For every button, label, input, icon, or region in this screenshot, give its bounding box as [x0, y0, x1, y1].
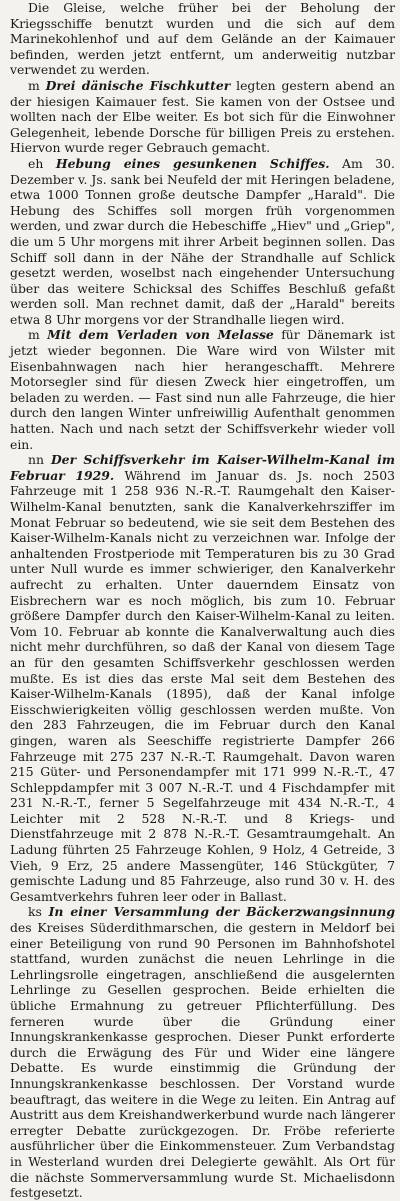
- article-body: für Dänemark ist jetzt wieder begonnen. Die Ware wird von Wilster mit Eisenbahnwagen nach hier herangeschafft. Mehrere Motorsegler sind für diesen Zweck hier eingetroffen, um beladen zu werden. — Fast sind nun alle Fahrzeuge, die hier durch den langen Winter unfreiwillig Aufenthalt genommen hatten. Nach und nach setzt der Schiffsverkehr wieder voll ein.: [10, 327, 395, 452]
- article-mark: m: [28, 77, 40, 93]
- article-headline: Hebung eines gesunkenen Schiffes.: [55, 155, 330, 171]
- article-melasse: [10, 327, 395, 452]
- article-headline: Drei dänische Fischkutter: [45, 77, 231, 93]
- article-mark: m: [28, 327, 40, 343]
- article-headline: Der Schiffsverkehr im Kaiser-Wilhelm-Kanal im Februar 1929.: [10, 452, 395, 483]
- article-body: Am 30. Dezember v. Js. sank bei Neufeld der mit Heringen beladene, etwa 1000 Tonnen große deutsche Dampfer „Harald". Die Hebung des Schiffes soll morgen früh vorgenommen werden, und zwar durch die Hebeschiffe „Hiev" und „Griep", die um 5 Uhr morgens mit ihrer Arbeit beginnen sollen. Das Schiff soll dann in der Nähe der Strandhalle auf Schlick gesetzt werden, woselbst nach eingehender Untersuchung über das weitere Schicksal des Schiffes Beschluß gefaßt werden soll. Man rechnet damit, daß der „Harald" bereits etwa 8 Uhr morgens vor der Strandhalle liegen wird.: [10, 155, 395, 327]
- article-body: legten gestern abend an der hiesigen Kaimauer fest. Sie kamen von der Ostsee und wollten nach der Elbe weiter. Es bot sich für die Einwohner Gelegenheit, lebende Dorsche für billigen Preis zu erstehen. Hiervon wurde reger Gebrauch gemacht.: [10, 77, 395, 156]
- article-body: des Kreises Süderdithmarschen, die gestern in Meldorf bei einer Beteiligung von rund 90 Personen im Bahnhofshotel stattfand, wurden zunächst die neuen Lehrlinge in die Lehrlingsrolle eingetragen, anschließend die ausgelernten Lehrlinge zu Gesellen gesprochen. Beide erhielten die übliche Ermahnung zu getreuer Pflichterfüllung. Des ferneren wurde über die Gründung einer Innungskrankenkasse gesprochen. Dieser Punkt erforderte durch die Erwägung des Für und Wider eine längere Debatte. Es wurde einstimmig die Gründung der Innungskrankenkasse beschlossen. Der Vorstand wurde beauftragt, das weitere in die Wege zu leiten. Ein Antrag auf Austritt aus dem Kreishandwerkerbund wurde nach längerer erregter Debatte zurückgezogen. Dr. Fröbe referierte ausführlicher über die Einkommensteuer. Zum Verbandstag in Westerland wurden drei Delegierte gewählt. Als Ort für die nächste Sommerversammlung wurde St. Michaelisdonn festgesetzt.: [10, 920, 395, 1201]
- article-body: Die Gleise, welche früher bei der Beholung der Kriegsschiffe benutzt wurden und die sich auf dem Marinekohlenhof und auf dem Gelände an der Kaimauer befinden, werden jetzt entfernt, um anderweitig nutzbar verwendet zu werden.: [10, 0, 395, 78]
- article-headline: Mit dem Verladen von Melasse: [47, 327, 274, 343]
- article-fischkutter: [10, 78, 395, 156]
- article-hebung: [10, 156, 395, 328]
- article-kanal: [10, 452, 395, 904]
- article-mark: nn: [28, 452, 44, 468]
- article-gleise: [10, 0, 395, 78]
- article-mark: ks: [28, 904, 42, 920]
- article-body: Während im Januar ds. Js. noch 2503 Fahrzeuge mit 1 258 936 N.-R.-T. Raumgehalt den Kaiser-Wilhelm-Kanal benutzten, sank die Kanalverkehrsziffer im Monat Februar so bedeutend, wie sie seit dem Bestehen des Kaiser-Wilhelm-Kanals nicht zu verzeichnen war. Infolge der anhaltenden Frostperiode mit Temperaturen bis zu 30 Grad unter Null wurde es immer schwieriger, den Kanalverkehr aufrecht zu erhalten. Unter dauerndem Einsatz von Eisbrechern war es noch möglich, bis zum 10. Februar größere Dampfer durch den Kaiser-Wilhelm-Kanal zu leiten. Vom 10. Februar ab konnte die Kanalverwaltung auch dies nicht mehr durchführen, so daß der Kanal von diesem Tage an für den gesamten Schiffsverkehr geschlossen werden mußte. Es ist dies das erste Mal seit dem Bestehen des Kaiser-Wilhelm-Kanals (1895), daß der Kanal infolge Eisschwierigkeiten völlig geschlossen werden mußte. Von den 283 Fahrzeugen, die im Februar durch den Kanal gingen, waren als Seeschiffe registrierte Dampfer 266 Fahrzeuge mit 275 237 N.-R.-T. Raumgehalt. Davon waren 215 Güter- und Personendampfer mit 171 999 N.-R.-T., 47 Schleppdampfer mit 3 007 N.-R.-T. und 4 Fischdampfer mit 231 N.-R.-T., ferner 5 Segelfahrzeuge mit 434 N.-R.-T., 4 Leichter mit 2 528 N.-R.-T. und 8 Kriegs- und Dienstfahrzeuge mit 2 878 N.-R.-T. Gesamtraumgehalt. An Ladung führten 25 Fahrzeuge Kohlen, 9 Holz, 4 Getreide, 3 Vieh, 9 Erz, 25 andere Massengüter, 146 Stückgüter, 7 gemischte Ladung und 85 Fahrzeuge, also rund 30 v. H. des Gesamtverkehrs fuhren leer oder in Ballast.: [10, 467, 395, 904]
- article-baeckerinnung: [10, 904, 395, 1200]
- article-mark: eh: [28, 155, 44, 171]
- article-headline: In einer Versammlung der Bäckerzwangsinnung: [48, 904, 395, 920]
